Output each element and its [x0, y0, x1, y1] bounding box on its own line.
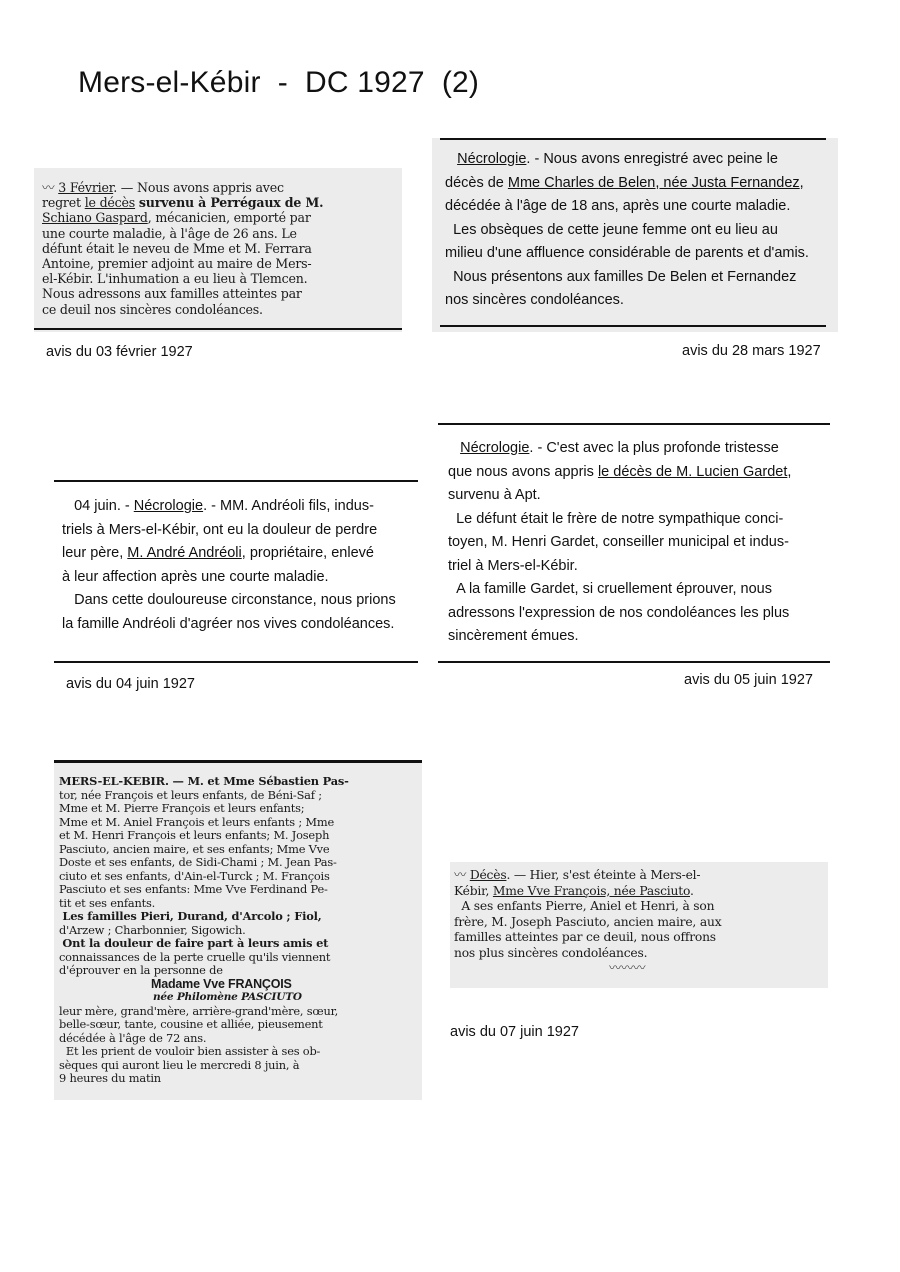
clipping-text	[454, 868, 828, 977]
text-line: Mme et M. Pierre François et leurs enfants;	[59, 802, 305, 815]
wave-ornament-icon: 〰	[42, 180, 59, 195]
clipping-bottom-rule	[34, 328, 402, 330]
caption-notice-1: avis du 03 février 1927	[46, 344, 193, 360]
text-line: et M. Henri François et leurs enfants; M. Joseph	[59, 829, 330, 842]
deceased-name: Schiano Gaspard	[42, 210, 148, 226]
clipping-deces-francois	[450, 862, 828, 988]
text-line: . — Hier, s'est éteinte à Mers-el-	[506, 868, 701, 882]
text-line: survenu à Perrégaux de M.	[138, 195, 324, 211]
text-line: tor, née François et leurs enfants, de Béni-Saf ;	[59, 788, 322, 802]
text-line: triels à Mers-el-Kébir, ont eu la douleur de perdre	[62, 521, 378, 538]
page-title: Mers-el-Kébir - DC 1927 (2)	[78, 66, 480, 99]
wave-ornament-icon: 〰	[454, 868, 470, 882]
deceased-name: Mme Vve François, née Pasciuto	[492, 883, 690, 898]
text-line: Pasciuto et ses enfants: Mme Vve Ferdinand Pe-	[59, 883, 328, 896]
text-line: Kébir,	[454, 883, 490, 898]
clipping-3-fevrier	[34, 168, 402, 332]
text-line: Les obsèques de cette jeune femme ont eu lieu au	[453, 221, 778, 238]
text-line: .	[690, 883, 694, 898]
text-line: décédée à l'âge de 18 ans, après une courte maladie.	[445, 198, 791, 214]
text-line: défunt était le neveu de Mme et M. Ferrara	[42, 240, 312, 256]
bottom-rule	[54, 661, 418, 663]
text-line: , mécanicien, emporté par	[147, 210, 311, 226]
deceased-name: Mme Charles de Belen, née Justa Fernandez	[507, 174, 800, 191]
top-rule	[440, 138, 826, 140]
text-line: toyen, M. Henri Gardet, conseiller municipal et indus-	[448, 534, 789, 550]
transcription-andreoli	[54, 480, 418, 666]
text-line: une courte maladie, à l'âge de 26 ans. Le	[42, 225, 297, 241]
text-line: d'éprouver en la personne de	[59, 964, 223, 977]
text-line: triel à Mers-el-Kébir.	[448, 557, 578, 574]
text-line: A la famille Gardet, si cruellement éprouver, nous	[456, 581, 772, 597]
clipping-faire-part-francois	[54, 760, 422, 1100]
transcription-text	[445, 148, 809, 313]
text-line: . - C'est avec la plus profonde tristesse	[529, 440, 779, 456]
text-line: ce deuil nos sincères condoléances.	[42, 301, 263, 317]
deceased-name: M. André Andréoli	[127, 545, 242, 561]
text-line: MERS-EL-KEBIR. — M. et Mme Sébastien Pas-	[59, 775, 349, 788]
maiden-name: née Philomène PASCIUTO	[153, 991, 302, 1003]
necrologie-heading: Nécrologie	[133, 498, 204, 514]
text-line: belle-sœur, tante, cousine et alliée, pieusement	[59, 1018, 323, 1031]
text-line: Les familles Pieri, Durand, d'Arcolo ; Fiol,	[62, 910, 322, 923]
text-line: à leur affection après une courte maladie.	[62, 568, 329, 585]
bottom-rule	[440, 325, 826, 327]
clipping-text	[59, 775, 422, 1086]
caption-notice-6: avis du 07 juin 1927	[450, 1024, 579, 1040]
text-line: . - MM. Andréoli fils, indus-	[203, 498, 374, 514]
text-line: décédée à l'âge de 72 ans.	[59, 1031, 207, 1045]
text-line: sèques qui auront lieu le mercredi 8 juin, à	[59, 1058, 300, 1072]
text-line: el-Kébir. L'inhumation a eu lieu à Tlemcen.	[42, 271, 308, 287]
text-line: Antoine, premier adjoint au maire de Mers-	[42, 256, 312, 272]
text-line: regret	[42, 195, 81, 211]
text-line: nos sincères condoléances.	[445, 292, 624, 308]
text-line: Nous adressons aux familles atteintes par	[42, 286, 302, 302]
necrologie-heading: Nécrologie	[460, 440, 530, 456]
text-line: 9 heures du matin	[59, 1072, 161, 1085]
notice-date: 3 Février	[58, 180, 114, 195]
text-line: Le défunt était le frère de notre sympathique conci-	[456, 510, 784, 527]
text-line: 04 juin. -	[74, 498, 130, 514]
text-line: — Nous avons appris avec	[120, 180, 284, 195]
wave-ornament-icon: 〰〰〰	[609, 961, 646, 975]
text-line: Ont la douleur de faire part à leurs amis et	[62, 937, 329, 950]
text-line: sincèrement émues.	[448, 628, 579, 644]
text-line: Mme et M. Aniel François et leurs enfants ; Mme	[59, 815, 334, 829]
underlined-text: le décès	[84, 195, 136, 211]
necrologie-heading: Nécrologie	[457, 151, 527, 167]
top-rule	[438, 423, 830, 425]
text-line: survenu à Apt.	[448, 487, 541, 503]
text-line: ,	[787, 463, 792, 480]
deces-heading: Décès	[469, 868, 507, 882]
transcription-gardet	[438, 423, 830, 666]
text-line: d'Arzew ; Charbonnier, Sigowich.	[59, 923, 246, 937]
bottom-rule	[438, 661, 830, 663]
text-line: nos plus sincères condoléances.	[454, 945, 648, 960]
text-line: . - Nous avons enregistré avec peine le	[526, 151, 778, 167]
text-line: décès de	[445, 174, 504, 191]
top-rule	[54, 480, 418, 482]
caption-notice-3: avis du 04 juin 1927	[66, 676, 195, 692]
text-line: Nous présentons aux familles De Belen et Fernandez	[453, 268, 797, 285]
text-line: connaissances de la perte cruelle qu'ils viennent	[59, 950, 331, 964]
deceased-name: le décès de M. Lucien Gardet	[597, 463, 788, 480]
text-line: leur mère, grand'mère, arrière-grand'mère, sœur,	[59, 1004, 339, 1018]
text-line: Doste et ses enfants, de Sidi-Chami ; M. Jean Pas-	[59, 856, 337, 869]
transcription-text	[448, 437, 791, 649]
text-line: adressons l'expression de nos condoléances les plus	[448, 604, 790, 621]
top-rule	[54, 760, 422, 763]
text-line: Dans cette douloureuse circonstance, nous prions	[74, 592, 396, 608]
transcription-text	[62, 495, 396, 636]
text-line: , propriétaire, enlevé	[241, 545, 374, 561]
caption-notice-2: avis du 28 mars 1927	[682, 343, 821, 359]
text-line: frère, M. Joseph Pasciuto, ancien maire, aux	[454, 914, 722, 929]
text-line: ciuto et ses enfants, d'Ain-el-Turck ; M. François	[59, 869, 330, 883]
text-line: la famille Andréoli d'agréer nos vives condoléances.	[62, 615, 395, 632]
text-line: ,	[799, 174, 804, 191]
text-line: que nous avons appris	[448, 463, 594, 480]
text-line: leur père,	[62, 545, 124, 561]
text-line: familles atteintes par ce deuil, nous offrons	[454, 930, 716, 944]
transcription-belen	[432, 138, 838, 332]
caption-notice-4: avis du 05 juin 1927	[684, 672, 813, 688]
text-line: tit et ses enfants.	[59, 896, 156, 910]
text-line: A ses enfants Pierre, Aniel et Henri, à son	[461, 899, 715, 913]
deceased-name: Madame Vve FRANÇOIS	[151, 977, 292, 991]
text-line: Pasciuto, ancien maire, et ses enfants; Mme Vve	[59, 842, 330, 856]
clipping-text: 〰 3 Février. — Nous avons appris avec regret le décès survenu à Perrégaux de M. Schiano Gaspard, mécanicien, emporté par une courte maladie, à l'âge de 26 ans. Le défunt était le neveu de Mme et M. Ferrara Antoine, premier adjoint au maire de Mers- el-Kébir. L'inhumation a eu lieu à Tlemcen. Nous adressons aux familles atteintes par ce deuil nos sincères condoléances.	[42, 180, 400, 317]
text-line: Et les prient de vouloir bien assister à ses ob-	[65, 1045, 321, 1058]
text-line: milieu d'une affluence considérable de parents et d'amis.	[445, 245, 809, 261]
